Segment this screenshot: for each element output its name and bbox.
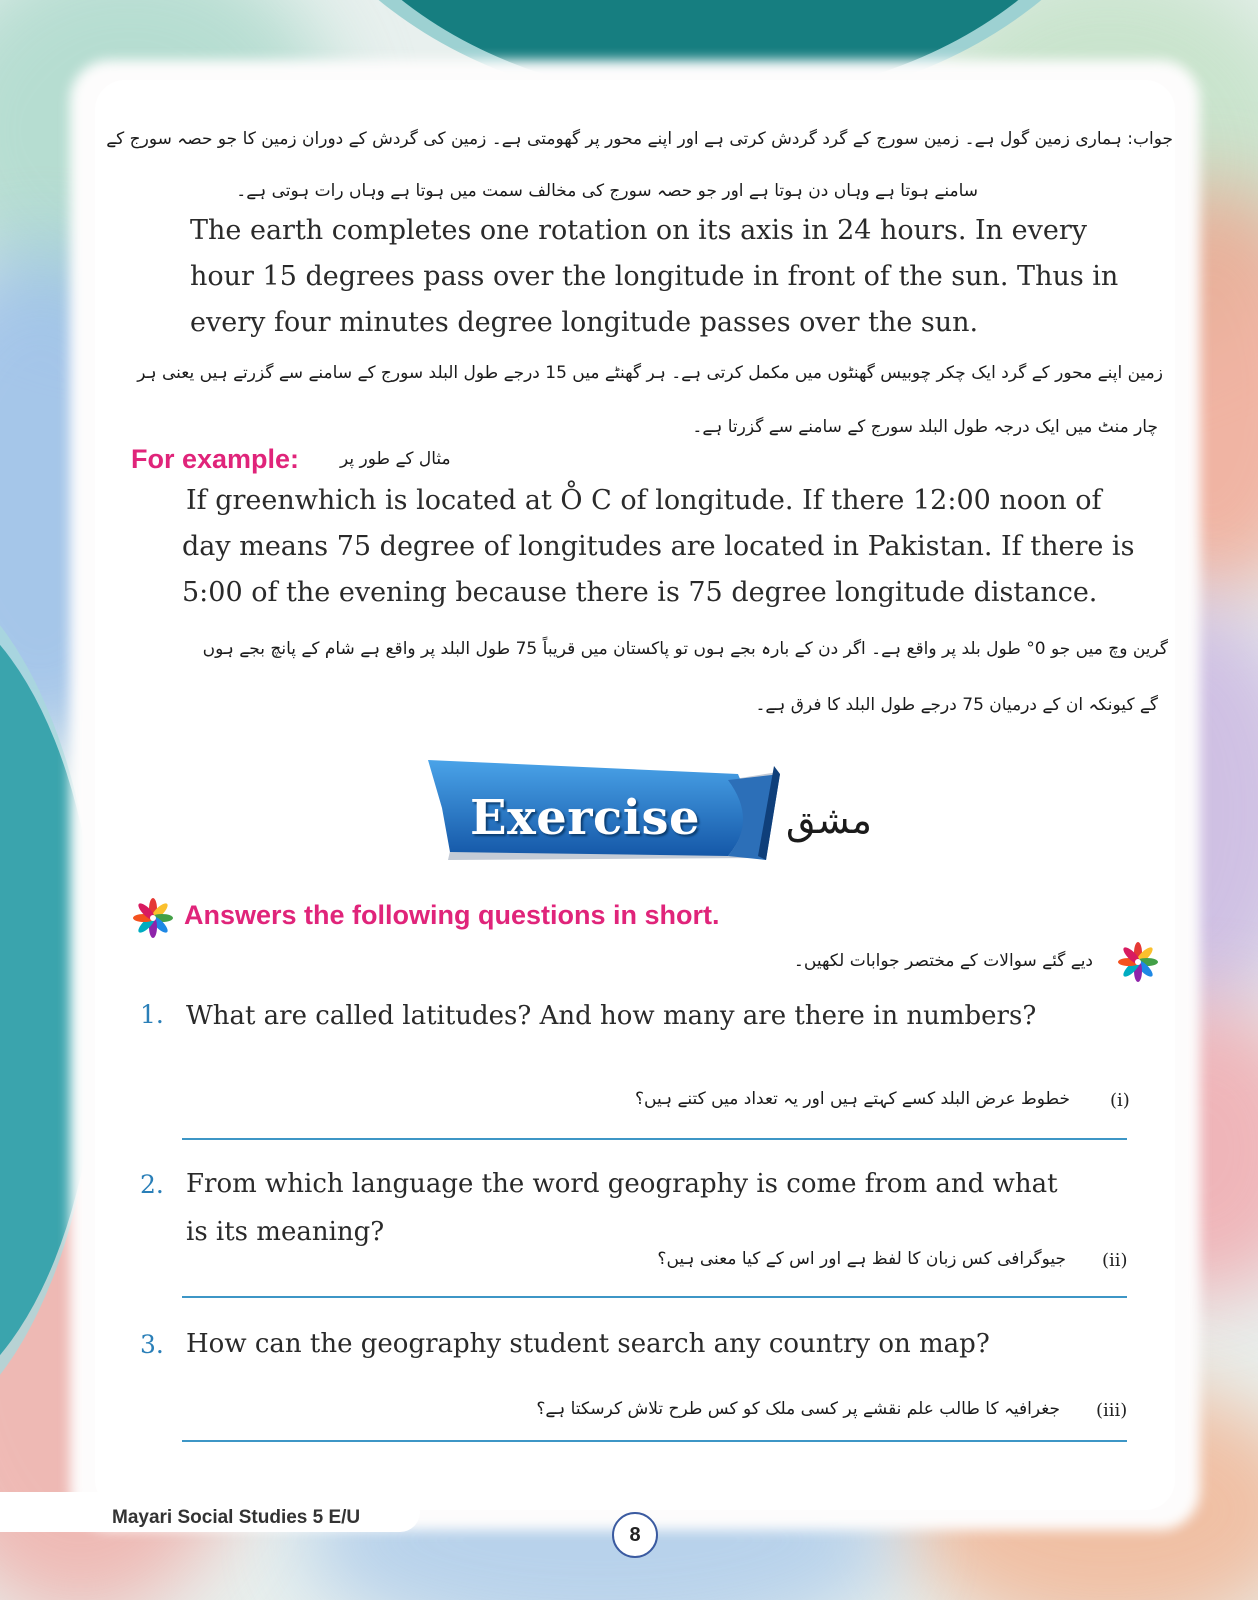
question-3-roman: (iii) [1096, 1400, 1128, 1421]
flower-bullet-icon [133, 898, 173, 938]
instruction-english: Answers the following questions in short. [184, 900, 720, 930]
example-label-urdu: مثال کے طور پر [340, 449, 451, 469]
exercise-title-urdu: مشق [786, 798, 872, 842]
intro-english-line-2: hour 15 degrees pass over the longitude in front of the sun. Thus in [190, 261, 1119, 292]
footer-book-title: Mayari Social Studies 5 E/U [112, 1507, 361, 1528]
example-english-line-1: If greenwhich is located at O̊ C of longitude. If there 12:00 noon of [186, 485, 1102, 516]
question-1-urdu: خطوط عرض البلد کسے کہتے ہیں اور یہ تعداد میں کتنے ہیں؟ [635, 1089, 1070, 1109]
answer-line-2[interactable] [182, 1296, 1127, 1298]
instruction-urdu: دیے گئے سوالات کے مختصر جوابات لکھیں۔ [793, 951, 1093, 971]
intro-urdu-line-2: سامنے ہوتا ہے وہاں دن ہوتا ہے اور جو حصہ سورج کی مخالف سمت میں ہوتا ہے وہاں رات ہوتی ہے۔ [236, 181, 978, 201]
question-3-number: 3. [140, 1330, 164, 1359]
intro-english-line-3: every four minutes degree longitude passes over the sun. [190, 307, 979, 338]
example-label: For example: [131, 444, 300, 474]
question-2-number: 2. [140, 1170, 164, 1199]
intro-urdu-line-4: چار منٹ میں ایک درجہ طول البلد سورج کے سامنے سے گزرتا ہے۔ [692, 417, 1158, 437]
intro-urdu-line-3: زمین اپنے محور کے گرد ایک چکر چوبیس گھنٹوں میں مکمل کرتی ہے۔ ہر گھنٹے میں 15 درجے طول البلد سورج کے سامنے سے گزرتے ہیں یعنی ہر [137, 363, 1163, 383]
page-number: 8 [612, 1512, 658, 1558]
question-1-roman: (i) [1110, 1090, 1130, 1111]
intro-urdu-line-1: جواب: ہماری زمین گول ہے۔ زمین سورج کے گرد گردش کرتی ہے اور اپنے محور پر گھومتی ہے۔ زمین کی گردش کے دوران زمین کا جو حصہ سورج کے [106, 129, 1173, 149]
answer-line-1[interactable] [182, 1138, 1127, 1140]
question-1-text: What are called latitudes? And how many are there in numbers? [186, 1001, 1037, 1031]
question-2-urdu: جیوگرافی کس زبان کا لفظ ہے اور اس کے کیا معنی ہیں؟ [657, 1249, 1066, 1269]
question-2-text-line-2: is its meaning? [186, 1217, 385, 1247]
answer-line-3[interactable] [182, 1440, 1127, 1442]
question-2-text-line-1: From which language the word geography is come from and what [186, 1169, 1058, 1199]
example-english-line-3: 5:00 of the evening because there is 75 degree longitude distance. [182, 577, 1098, 608]
intro-english-line-1: The earth completes one rotation on its axis in 24 hours. In every [190, 215, 1087, 246]
question-3-urdu: جغرافیہ کا طالب علم نقشے پر کسی ملک کو کس طرح تلاش کرسکتا ہے؟ [536, 1399, 1060, 1419]
flower-bullet-icon [1118, 942, 1158, 982]
example-urdu-line-2: گے کیونکہ ان کے درمیان 75 درجے طول البلد کا فرق ہے۔ [755, 695, 1158, 715]
exercise-title: Exercise [470, 790, 701, 846]
example-urdu-line-1: گرین وچ میں جو 0° طول بلد پر واقع ہے۔ اگر دن کے بارہ بجے ہوں تو پاکستان میں قریباً 75 طول البلد پر واقع ہے شام کے پانچ بجے ہوں [202, 639, 1168, 659]
example-english-line-2: day means 75 degree of longitudes are located in Pakistan. If there is [182, 531, 1135, 562]
question-3-text: How can the geography student search any country on map? [186, 1329, 990, 1359]
question-2-roman: (ii) [1102, 1250, 1128, 1271]
question-1-number: 1. [140, 1000, 164, 1029]
